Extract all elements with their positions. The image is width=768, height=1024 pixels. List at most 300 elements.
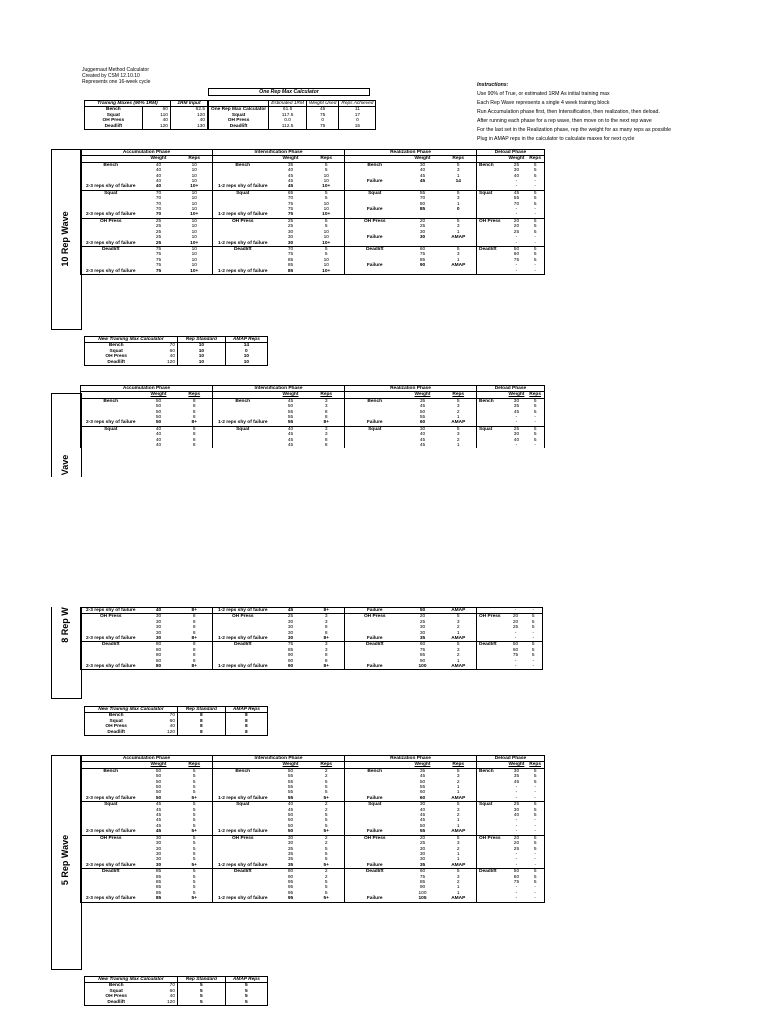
reps: 8+ [309, 420, 345, 426]
reps: 5+ [309, 896, 345, 902]
row-label: 1-2 reps shy of failure [213, 241, 273, 247]
lift-name: OH Press [345, 218, 405, 224]
reps: 10 [177, 224, 213, 229]
weight: 60 [405, 642, 441, 648]
reps: 5 [526, 410, 544, 415]
reps: 5 [441, 398, 477, 404]
weight: 25 [513, 846, 520, 852]
col-reps: Reps [441, 762, 477, 768]
weight: 55 [287, 409, 294, 415]
reps: - [526, 184, 544, 190]
weight: 85 [141, 896, 177, 902]
weight: 30 [273, 835, 309, 841]
ntm-weight: 60 [147, 719, 177, 724]
ntm-rep-standard: 10 [178, 343, 226, 349]
reps: 2 [441, 780, 477, 785]
weight: - [515, 235, 518, 241]
lift-name: Bench [85, 107, 143, 113]
ntm-lift: Bench [85, 713, 148, 719]
ntm-lift: OH Press [85, 994, 148, 999]
weight: 75 [513, 257, 520, 263]
row-label: Failure [345, 664, 405, 670]
weight: 25 [507, 162, 527, 168]
weight: 30 [287, 625, 294, 631]
weight: 30 [507, 398, 527, 404]
reps: 5 [526, 252, 544, 257]
lift-name: OH Press [213, 218, 273, 224]
lift-name: Bench [81, 162, 141, 168]
reps: 5 [309, 857, 345, 862]
phase-title: Realization Phase [345, 756, 477, 762]
ntm-amap: 8 [225, 724, 267, 729]
reps: 5 [526, 869, 544, 875]
reps: 8 [309, 443, 345, 448]
ntm-amap: 5 [225, 1000, 267, 1006]
phase-title: Deload Phase [477, 756, 545, 762]
orm-weight: 75 [306, 124, 338, 130]
reps: AMAP [441, 896, 477, 902]
instructions [477, 81, 671, 144]
orm-lift: Squat [209, 113, 269, 118]
lift-name: Deadlift [81, 246, 141, 252]
lift-name: Squat [81, 426, 141, 432]
phase-table [80, 755, 545, 903]
reps: 10 [177, 168, 213, 173]
reps: 5 [177, 852, 213, 857]
weight: 35 [287, 857, 294, 863]
weight: 60 [513, 252, 520, 258]
orm-row [209, 124, 376, 130]
weight [405, 269, 441, 275]
weight: 30 [155, 636, 162, 642]
reps: 5 [177, 780, 213, 785]
reps: - [526, 790, 544, 795]
weight: 25 [273, 614, 309, 620]
reps: - [526, 852, 544, 857]
reps: 3 [441, 648, 477, 653]
row-label: 2-3 reps shy of failure [81, 212, 141, 218]
row-label: Failure [345, 235, 405, 240]
weight: 25 [419, 619, 426, 625]
weight: 50 [155, 785, 162, 791]
ntm-amap: 14 [225, 343, 267, 349]
reps: 8+ [309, 636, 345, 642]
weight: 30 [155, 630, 162, 636]
lift-name: Squat [345, 426, 405, 432]
reps [441, 269, 477, 275]
orm-title: One Rep Max Calculator [208, 88, 370, 96]
training-max-table [84, 100, 208, 130]
lift-name: Deadlift [345, 642, 405, 648]
reps: 8 [177, 432, 213, 437]
weight: - [507, 269, 527, 275]
weight: - [515, 829, 518, 835]
onerm-input-value: 120 [170, 113, 207, 118]
row-label [213, 443, 273, 448]
reps: 2 [441, 410, 477, 415]
lift-name: Bench [477, 768, 507, 774]
reps: 5 [177, 869, 213, 875]
reps: AMAP [441, 235, 477, 240]
reps: 10 [177, 263, 213, 268]
weight: 40 [155, 437, 162, 443]
reps: 5 [177, 875, 213, 880]
ntm-amap: 8 [225, 719, 267, 724]
weight: 85 [419, 653, 426, 659]
col-reps: Reps [441, 392, 477, 398]
reps: - [526, 785, 544, 790]
reps: 10 [309, 230, 345, 235]
reps: 2 [309, 835, 345, 841]
reps: 8 [177, 438, 213, 443]
phase-title: Accumulation Phase [81, 386, 213, 392]
reps: 3 [441, 196, 477, 201]
phase-title: Accumulation Phase [81, 150, 213, 156]
reps: 2 [309, 768, 345, 774]
weight: - [515, 862, 518, 868]
row-label: Failure [345, 608, 405, 614]
phase-title: Deload Phase [477, 386, 545, 392]
reps: 2 [309, 841, 345, 846]
col-reps: Reps [177, 156, 213, 162]
weight: 50 [419, 409, 426, 415]
reps: 1 [441, 891, 477, 896]
ntm-weight: 120 [147, 730, 177, 736]
phase-title: Intensification Phase [213, 756, 345, 762]
phase-table [80, 149, 545, 275]
col-weight: Weight [282, 392, 299, 398]
reps: 2 [309, 808, 345, 813]
reps: 1 [441, 790, 477, 795]
row-label: 2-3 reps shy of failure [81, 796, 141, 802]
weight: 45 [419, 813, 426, 819]
weight: 70 [155, 196, 162, 202]
col-weight: Weight [282, 762, 299, 768]
weight: 60 [513, 874, 520, 880]
weight: 30 [419, 235, 426, 241]
reps: AMAP [441, 664, 477, 670]
lift-name: Deadlift [213, 246, 273, 252]
ntm-rep-standard: 8 [178, 730, 226, 736]
weight: 45 [419, 173, 426, 179]
onerm-input-header: 1RM Input [170, 101, 207, 107]
col-weight: Weight [508, 762, 525, 768]
reps: 10+ [309, 212, 345, 218]
reps: - [526, 885, 544, 890]
reps: 5 [177, 847, 213, 852]
weight: 40 [419, 807, 426, 813]
wave-8-new-max-table [84, 706, 268, 736]
lift-row [81, 664, 543, 670]
lift-row [81, 896, 545, 902]
weight: 50 [287, 813, 294, 819]
weight: 30 [287, 229, 294, 235]
ntm-lift: Squat [85, 989, 148, 994]
col-weight: Weight [150, 156, 167, 162]
reps: 5 [177, 885, 213, 890]
reps: 5 [441, 190, 477, 196]
reps: 8+ [309, 664, 345, 670]
weight: 70 [419, 196, 426, 202]
reps: 8+ [177, 636, 213, 642]
reps: 1 [441, 415, 477, 420]
reps: - [525, 608, 543, 614]
weight: 90 [419, 658, 426, 664]
weight: 45 [507, 190, 527, 196]
reps: 10+ [177, 241, 213, 247]
row-label [477, 443, 507, 448]
training-max-value: 40 [142, 118, 170, 123]
reps: 5 [526, 841, 544, 846]
lift-name: Squat [345, 802, 405, 808]
weight: 25 [419, 224, 426, 230]
reps: 1 [441, 885, 477, 890]
reps: 3 [441, 620, 477, 625]
weight: 35 [287, 862, 294, 868]
weight: - [514, 658, 517, 664]
weight: 95 [287, 885, 294, 891]
weight: 60 [419, 790, 426, 796]
weight: 25 [507, 802, 527, 808]
orm-lift: One Rep Max Calculator [209, 107, 269, 113]
weight: 30 [155, 862, 162, 868]
lift-name: OH Press [81, 835, 141, 841]
ntm-amap: 8 [225, 713, 267, 719]
reps: 5 [177, 768, 213, 774]
weight: - [507, 896, 527, 902]
weight: 50 [507, 642, 525, 648]
header-line: Created by CSM 12.10.10 [82, 73, 140, 79]
reps: 5 [177, 818, 213, 823]
weight: 40 [155, 184, 162, 190]
weight: 40 [141, 162, 177, 168]
reps: 0 [441, 207, 477, 212]
instruction-line: After running each phase for a rep wave, then move on to the next rep wave [477, 118, 652, 124]
ntm-amap: 5 [225, 989, 267, 994]
lift-name: Deadlift [81, 642, 141, 648]
reps: - [526, 415, 544, 420]
reps: 8+ [309, 608, 345, 614]
reps: 5 [526, 847, 544, 852]
reps: 8 [177, 426, 213, 432]
weight: 75 [419, 874, 426, 880]
reps: 1 [441, 443, 477, 448]
weight: - [515, 857, 518, 863]
ntm-rep-standard: 8 [178, 719, 226, 724]
col-reps: Reps [309, 392, 345, 398]
weight: 80 [155, 658, 162, 664]
weight: 20 [405, 614, 441, 620]
reps: 10 [309, 179, 345, 184]
reps: - [526, 207, 544, 212]
lift-name: Deadlift [477, 246, 507, 252]
reps: 10+ [309, 184, 345, 190]
lift-name: Deadlift [345, 246, 405, 252]
col-reps: Reps [526, 762, 544, 768]
reps: 3 [309, 642, 345, 648]
weight: 35 [273, 162, 309, 168]
ntm-lift: Squat [85, 349, 148, 354]
ntm-header: New Training Max Calculator [85, 337, 178, 343]
weight: 30 [155, 625, 162, 631]
row-label: 1-2 reps shy of failure [213, 664, 273, 670]
weight: 25 [287, 224, 294, 230]
instruction-line: For the last set in the Realization phase, rep the weight for as many reps as possible [477, 127, 672, 133]
ntm-amap: 10 [225, 354, 267, 359]
weight: 85 [155, 874, 162, 880]
weight: - [515, 263, 518, 269]
reps: 1 [441, 852, 477, 857]
reps: 10 [309, 207, 345, 212]
reps: 3 [441, 224, 477, 229]
reps: - [525, 659, 543, 664]
reps: - [526, 863, 544, 869]
ntm-lift: OH Press [85, 354, 148, 359]
row-label: 1-2 reps shy of failure [213, 212, 273, 218]
orm-weight: 0 [306, 118, 338, 123]
weight: 40 [513, 437, 520, 443]
reps: 10+ [177, 269, 213, 275]
row-label: 2-3 reps shy of failure [81, 863, 141, 869]
weight: 95 [273, 896, 309, 902]
header-block [82, 67, 150, 85]
instructions-title: Instructions: [477, 82, 509, 88]
weight: 75 [155, 263, 162, 269]
lift-name: Deadlift [477, 869, 507, 875]
training-max-value: 60 [142, 107, 170, 113]
lift-name: Bench [213, 768, 273, 774]
weight: 70 [155, 207, 162, 213]
weight: 50 [507, 246, 527, 252]
weight: 60 [405, 246, 441, 252]
reps: 5 [177, 835, 213, 841]
weight: 25 [513, 229, 520, 235]
reps: 8 [177, 648, 213, 653]
orm-header: Estimated 1RM [269, 101, 307, 107]
weight: 30 [287, 235, 294, 241]
reps: 1 [441, 857, 477, 862]
weight: 70 [141, 190, 177, 196]
reps: 8 [177, 410, 213, 415]
ntm-amap: 5 [225, 994, 267, 999]
weight: 85 [155, 885, 162, 891]
reps: 5 [309, 880, 345, 885]
reps: 2 [309, 875, 345, 880]
weight: 45 [513, 409, 520, 415]
weight: 75 [419, 252, 426, 258]
weight: 60 [405, 869, 441, 875]
lift-name: OH Press [81, 614, 141, 620]
col-weight: Weight [150, 392, 167, 398]
weight: 30 [141, 614, 177, 620]
reps: 8 [177, 653, 213, 658]
reps: 5 [309, 785, 345, 790]
weight: 70 [273, 246, 309, 252]
weight: - [514, 636, 517, 642]
reps: 1 [441, 258, 477, 263]
reps: 3 [309, 614, 345, 620]
ntm-rep-standard: 10 [178, 360, 226, 366]
ntm-header: New Training Max Calculator [85, 707, 178, 713]
reps: AMAP [441, 829, 477, 835]
reps: 10 [177, 258, 213, 263]
weight: - [515, 420, 518, 426]
reps: 8 [309, 410, 345, 415]
weight: 90 [273, 664, 309, 670]
reps: 8 [177, 620, 213, 625]
reps: 10 [309, 258, 345, 263]
weight: 35 [287, 851, 294, 857]
reps: 5 [526, 426, 544, 432]
lift-name: OH Press [213, 614, 273, 620]
ntm-row [85, 360, 268, 366]
weight: 50 [141, 768, 177, 774]
weight: 70 [287, 196, 294, 202]
row-label [477, 269, 507, 275]
weight: 70 [155, 201, 162, 207]
reps: 5 [309, 246, 345, 252]
weight: - [514, 630, 517, 636]
orm-weight: 75 [306, 113, 338, 118]
reps: 5 [526, 404, 544, 409]
weight: 20 [512, 619, 519, 625]
reps: 3 [309, 426, 345, 432]
reps: 5 [309, 847, 345, 852]
reps: 5 [441, 802, 477, 808]
reps: 5 [526, 808, 544, 813]
reps: 5 [177, 813, 213, 818]
reps: 8+ [177, 664, 213, 670]
lift-name: Squat [477, 426, 507, 432]
weight: 85 [273, 269, 309, 275]
reps: 5 [309, 813, 345, 818]
reps: AMAP [441, 796, 477, 802]
weight: 85 [287, 257, 294, 263]
reps: 5 [309, 196, 345, 201]
weight: 85 [419, 257, 426, 263]
weight: 20 [507, 218, 527, 224]
reps: 5 [526, 438, 544, 443]
weight: 40 [155, 432, 162, 438]
wave-10-new-max-table [84, 336, 268, 366]
weight: 35 [405, 768, 441, 774]
reps: 3 [441, 808, 477, 813]
new-training-max-table [84, 976, 268, 1006]
weight: 25 [155, 240, 162, 246]
reps: 2 [441, 438, 477, 443]
reps: 8 [177, 398, 213, 404]
weight: 45 [419, 179, 426, 185]
weight: 30 [513, 432, 520, 438]
reps: 5 [309, 818, 345, 823]
reps: 1 [441, 631, 477, 636]
weight: 80 [155, 653, 162, 659]
weight: 30 [419, 625, 426, 631]
col-weight: Weight [414, 156, 431, 162]
new-training-max-table [84, 336, 268, 366]
row-label [81, 443, 141, 448]
reps: 1 [441, 824, 477, 829]
wave-8-grid-bottom [80, 607, 543, 670]
instruction-line: Plug in AMAP reps in the calculator to calculate maxes for next cycle [477, 136, 635, 142]
reps: 5 [526, 774, 544, 779]
reps: 2 [441, 813, 477, 818]
lift-name: Squat [213, 426, 273, 432]
lift-name: OH Press [477, 835, 507, 841]
reps: 5 [526, 802, 544, 808]
lift-name: Bench [213, 398, 273, 404]
col-weight: Weight [282, 156, 299, 162]
